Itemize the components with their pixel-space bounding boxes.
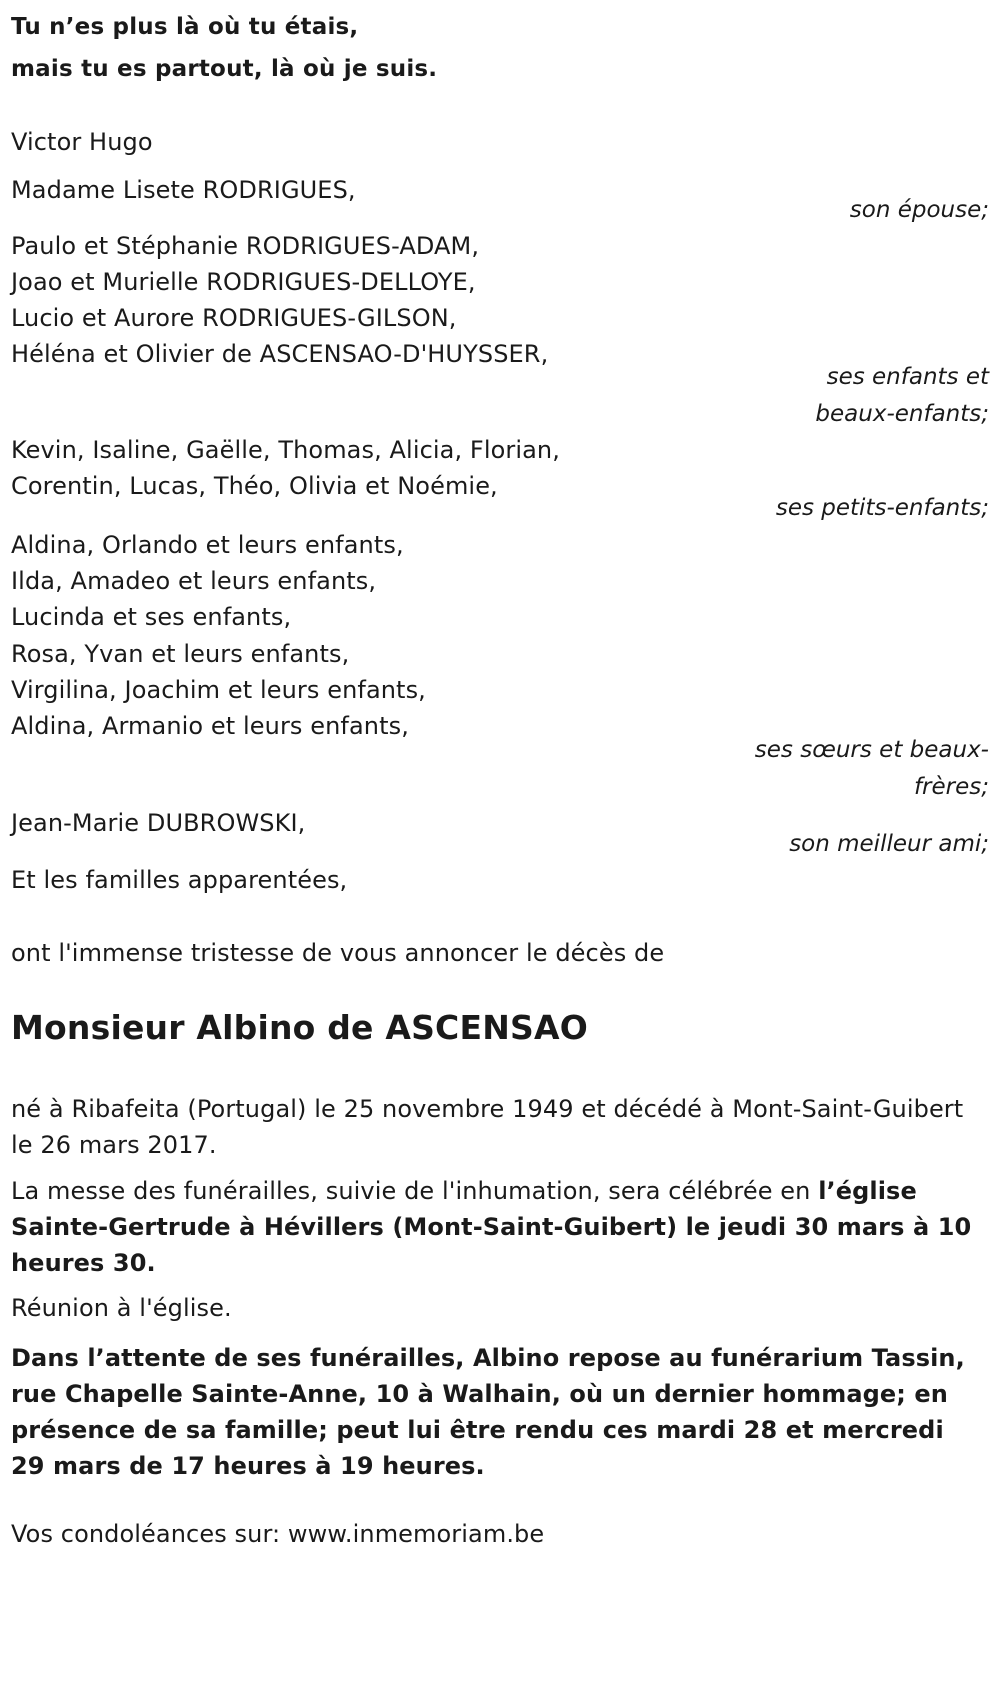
deceased-name: Monsieur Albino de ASCENSAO [11,1008,588,1047]
announcement-text: ont l'immense tristesse de vous annoncer le décès de [11,939,665,967]
friend-name: Jean-Marie DUBROWSKI, [11,809,306,837]
spouse-name: Madame Lisete RODRIGUES, [11,176,356,204]
sibling-line: Rosa, Yvan et leurs enfants, [11,640,350,668]
siblings-role-line-1: ses sœurs et beaux- [754,737,989,763]
related-families: Et les familles apparentées, [11,866,348,894]
grandchildren-role: ses petits-enfants; [775,495,989,521]
birth-death-text: né à Ribafeita (Portugal) le 25 novembre 1949 et décédé à Mont-Saint-Guibert le 26 mars 2017. [11,1095,964,1159]
viewing-paragraph: Dans l’attente de ses funérailles, Albino repose au funérarium Tassin, rue Chapelle Sainte-Anne, 10 à Walhain, où un dernier hommage; en présence de sa famille; peut lui être rendu ces mardi 28 et mercredi 29 mars de 17 heures à 19 heures. [11,1344,965,1480]
funeral-intro: La messe des funérailles, suivie de l'inhumation, sera célébrée en [11,1177,819,1205]
friend-role: son meilleur ami; [789,831,989,857]
child-couple: Lucio et Aurore RODRIGUES-GILSON, [11,304,457,332]
condolences-text: Vos condoléances sur: www.inmemoriam.be [11,1520,545,1548]
meeting-text: Réunion à l'église. [11,1294,232,1322]
spouse-role: son épouse; [849,197,989,223]
child-couple: Joao et Murielle RODRIGUES-DELLOYE, [11,268,476,296]
sibling-line: Virgilina, Joachim et leurs enfants, [11,676,426,704]
sibling-line: Aldina, Orlando et leurs enfants, [11,531,404,559]
child-couple: Héléna et Olivier de ASCENSAO-D'HUYSSER, [11,340,549,368]
grandchildren-line: Kevin, Isaline, Gaëlle, Thomas, Alicia, Florian, [11,436,560,464]
siblings-role-line-2: frères; [913,774,989,800]
quote-line-1: Tu n’es plus là où tu étais, [11,14,359,40]
sibling-line: Lucinda et ses enfants, [11,603,292,631]
quote-author: Victor Hugo [11,128,153,156]
child-couple: Paulo et Stéphanie RODRIGUES-ADAM, [11,232,480,260]
sibling-line: Aldina, Armanio et leurs enfants, [11,712,409,740]
quote-line-2: mais tu es partout, là où je suis. [11,56,438,82]
children-role-line-1: ses enfants et [826,364,989,390]
funeral-paragraph [11,1173,979,1281]
funeral-details: l’église Sainte-Gertrude à Hévillers (Mont-Saint-Guibert) le jeudi 30 mars à 10 heures 30. [11,1177,972,1277]
children-role-line-2: beaux-enfants; [815,401,989,427]
sibling-line: Ilda, Amadeo et leurs enfants, [11,567,377,595]
grandchildren-line: Corentin, Lucas, Théo, Olivia et Noémie, [11,472,498,500]
